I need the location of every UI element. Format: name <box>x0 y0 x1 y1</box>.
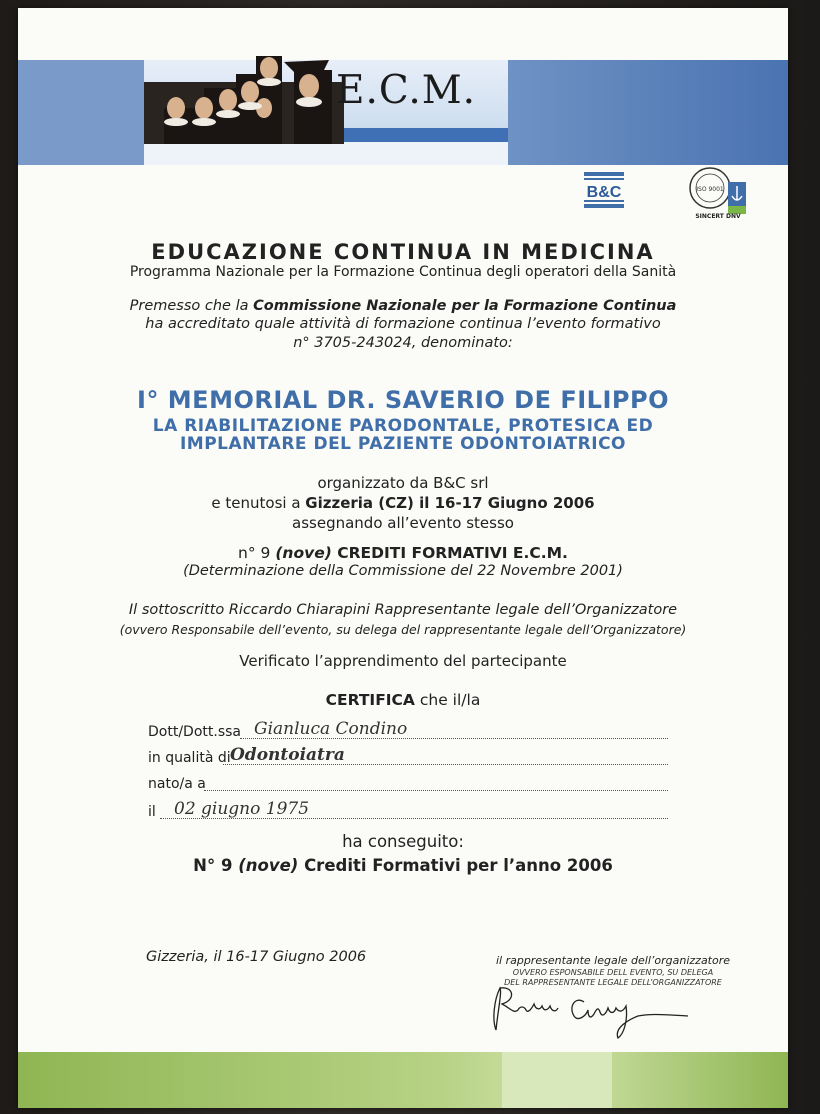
result-line-2: N° 9 (nove) Crediti Formativi per l’anno 2006 <box>193 856 613 875</box>
representative-note-1: OVVERO ESPONSABILE DELL EVENTO, SU DELEGA <box>512 968 714 977</box>
event-title: I° MEMORIAL DR. SAVERIO DE FILIPPO <box>137 386 669 414</box>
signatory-line: Il sottoscritto Riccardo Chiarapini Rappresentante legale dell’Organizzatore <box>128 602 678 618</box>
participant-role: Odontoiatra <box>230 745 345 765</box>
organizer-line: organizzato da B&C srl <box>317 474 489 492</box>
event-number: n° 3705-243024, denominato: <box>293 335 513 351</box>
painting-figures-image <box>144 52 354 144</box>
credits-line: n° 9 (nove) CREDITI FORMATIVI E.C.M. <box>238 544 568 562</box>
ecm-banner-title: E.C.M. <box>336 68 477 113</box>
bc-logo-text: B&C <box>586 184 622 201</box>
field-label-birthplace: nato/a a <box>148 776 206 792</box>
assignment-line: assegnando all’evento stesso <box>292 514 514 532</box>
cert-logo-text: SINCERT DNV <box>695 213 741 220</box>
premessa-line-1: Premesso che la Commissione Nazionale per la Formazione Continua <box>129 298 677 314</box>
field-label-birthdate: il <box>148 804 156 820</box>
signatory-delegation: (ovvero Responsabile dell’evento, su delega del rappresentante legale dell’Organizzatore) <box>119 622 687 637</box>
representative-label: il rappresentante legale dell’organizzatore <box>495 954 731 967</box>
determination-line: (Determinazione della Commissione del 22 Novembre 2001) <box>183 563 623 579</box>
field-line-birthplace <box>204 786 668 791</box>
commission-name: Commissione Nazionale per la Formazione Continua <box>253 298 677 314</box>
field-label-name: Dott/Dott.ssa <box>148 724 241 740</box>
bc-logo <box>580 170 628 210</box>
representative-note-2: DEL RAPPRESENTANTE LEGALE DELL’ORGANIZZATORE <box>504 978 722 987</box>
handwritten-signature <box>488 980 698 1042</box>
document-subtitle: Programma Nazionale per la Formazione Continua degli operatori della Sanità <box>129 264 677 280</box>
document-title: EDUCAZIONE CONTINUA IN MEDICINA <box>151 240 655 264</box>
premessa-line-2: ha accreditato quale attività di formazione continua l’evento formativo <box>145 316 661 332</box>
footer-band <box>18 1052 788 1108</box>
participant-birthdate: 02 giugno 1975 <box>174 799 310 819</box>
event-subtitle-2: IMPLANTARE DEL PAZIENTE ODONTOIATRICO <box>179 434 626 454</box>
event-subtitle-1: LA RIABILITAZIONE PARODONTALE, PROTESICA ED <box>152 416 654 436</box>
field-label-role: in qualità di <box>148 750 231 766</box>
place-date: Gizzeria, il 16-17 Giugno 2006 <box>146 949 367 965</box>
event-location-line: e tenutosi a Gizzeria (CZ) il 16-17 Giugno 2006 <box>211 494 595 512</box>
certificate-sheet <box>18 8 788 1108</box>
header-band-left <box>18 60 144 165</box>
header-band-right <box>508 60 788 165</box>
certifica-line: CERTIFICA che il/la <box>325 691 481 709</box>
verified-line: Verificato l’apprendimento del partecipante <box>239 652 567 670</box>
result-line-1: ha conseguito: <box>342 832 464 851</box>
footer-band-highlight <box>502 1052 612 1108</box>
event-location-date: Gizzeria (CZ) il 16-17 Giugno 2006 <box>305 494 595 512</box>
participant-name: Gianluca Condino <box>254 719 408 739</box>
iso-certification-seal-icon <box>684 160 752 222</box>
svg-text:ISO 9001: ISO 9001 <box>696 186 724 193</box>
header-stripe-light <box>144 142 508 165</box>
